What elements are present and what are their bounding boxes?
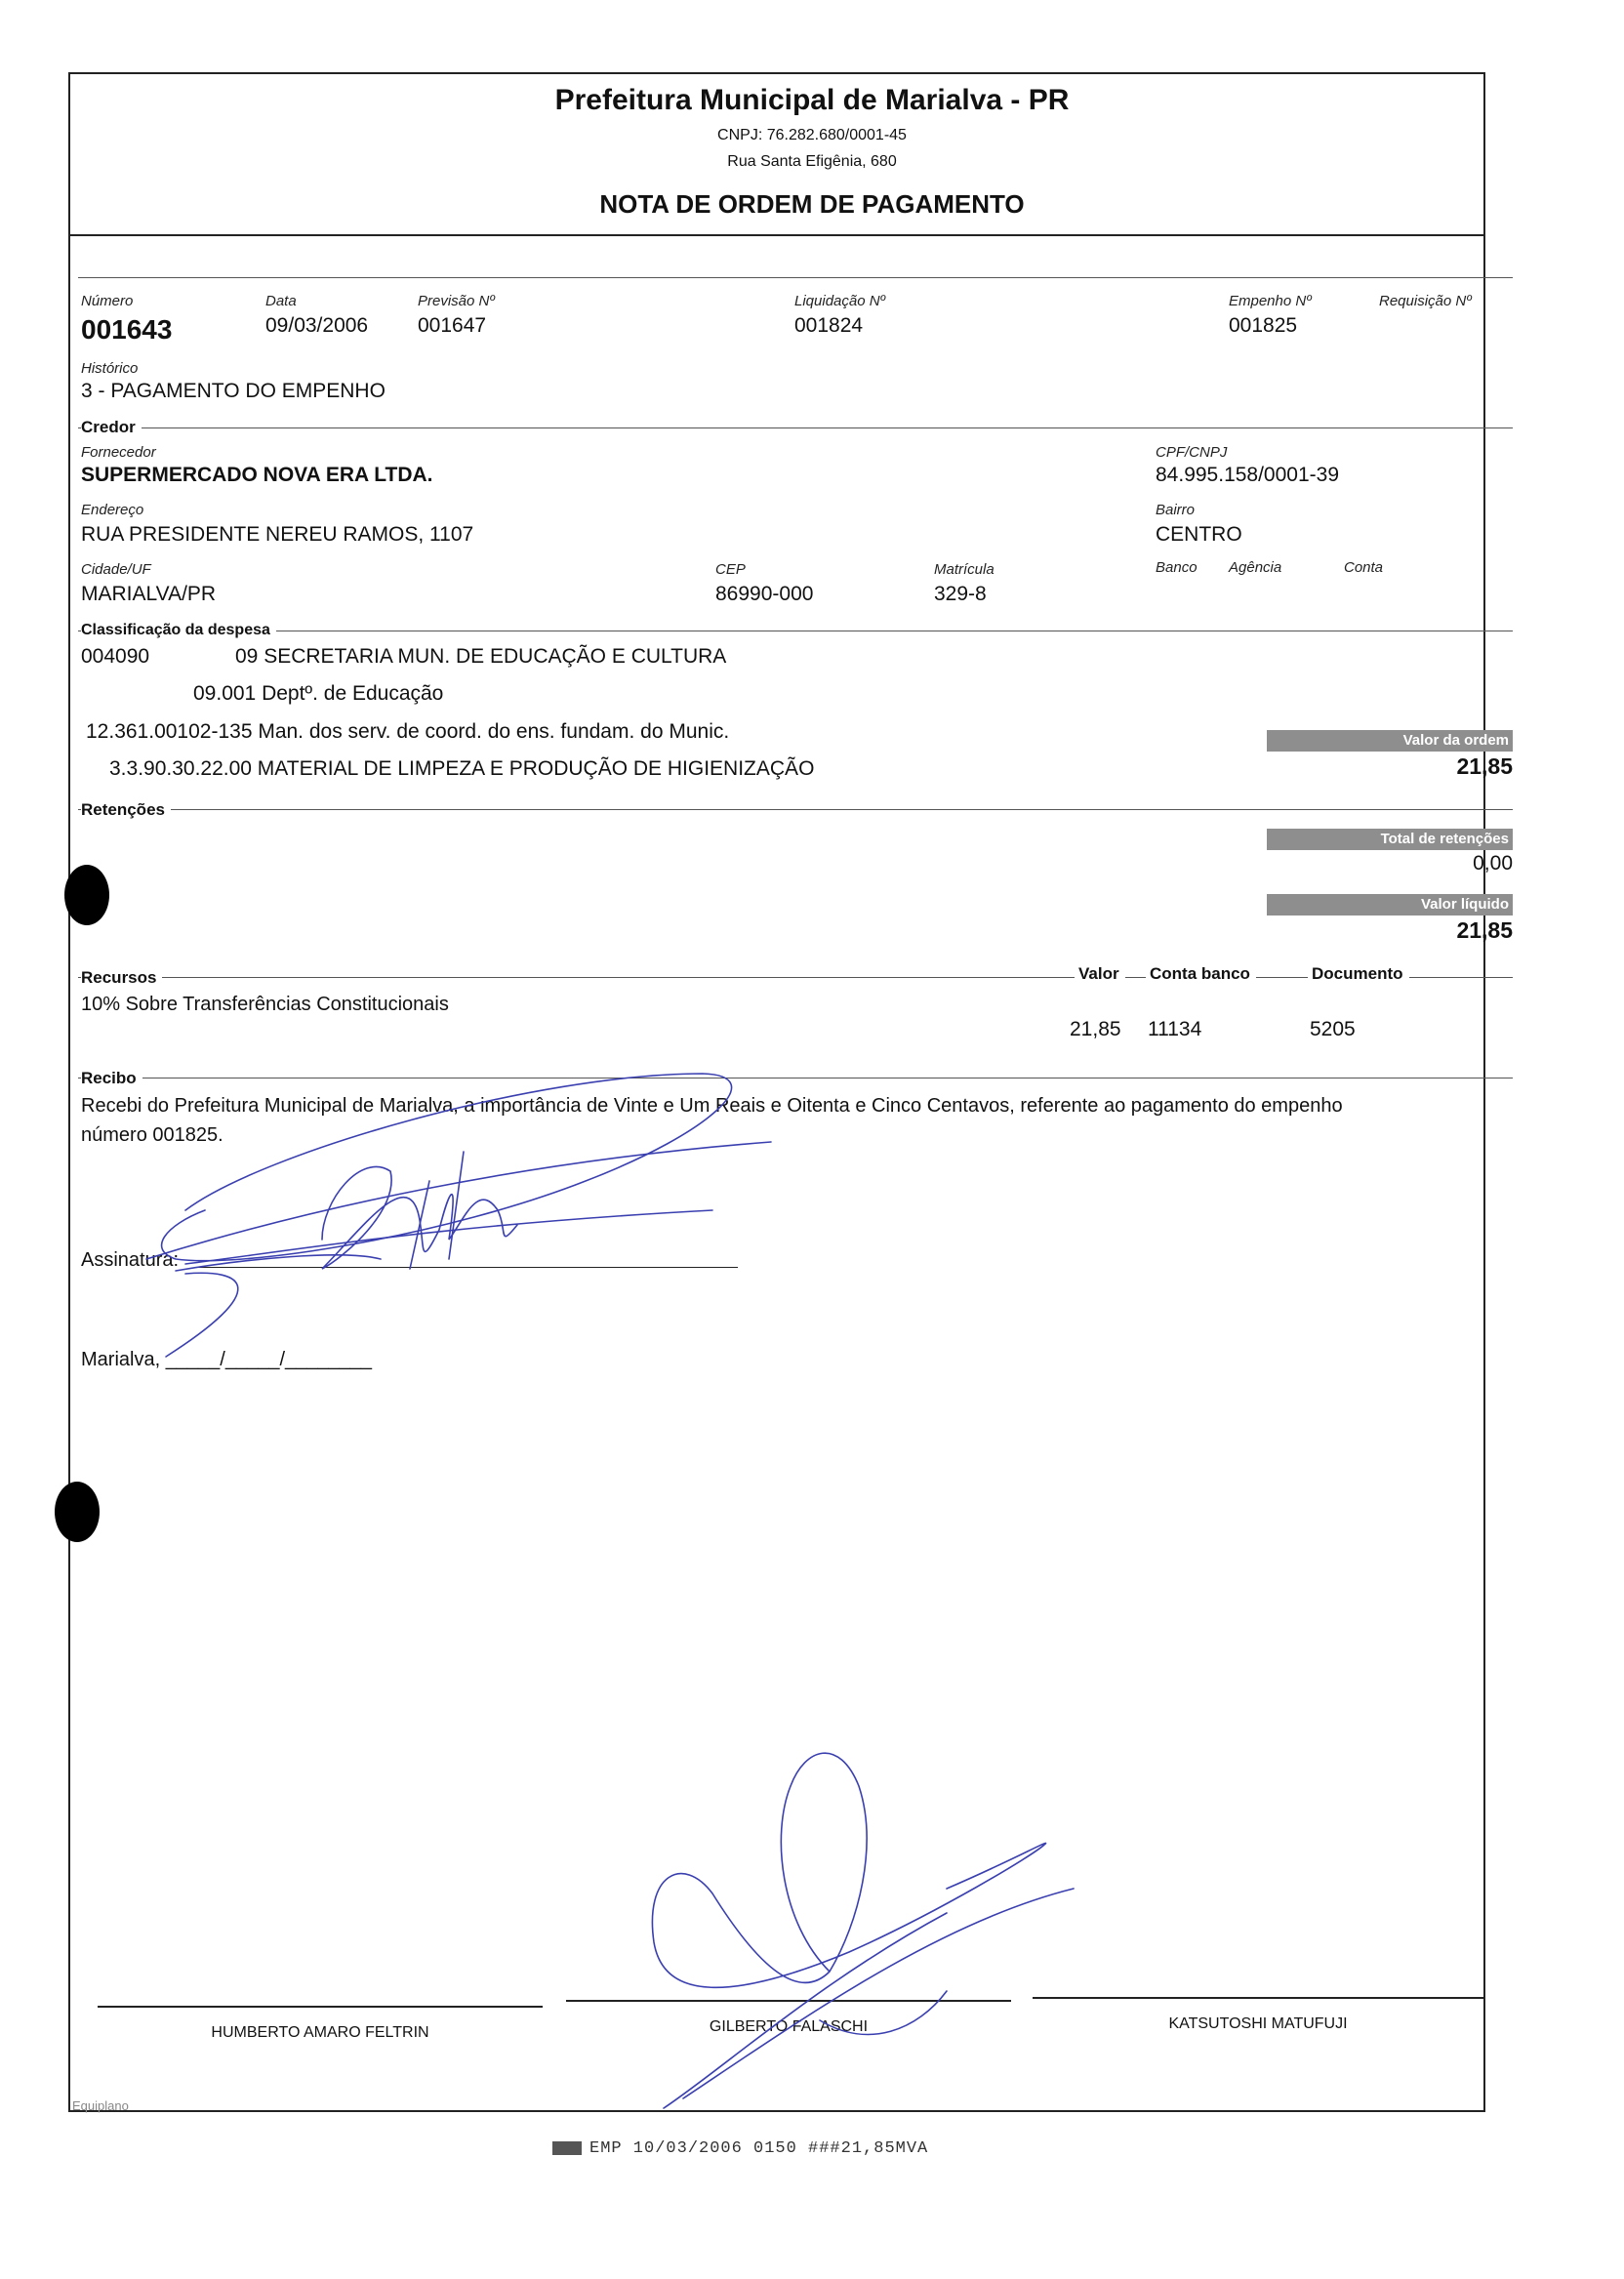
classificacao-section-title: Classificação da despesa [81,622,276,639]
cpf-label: CPF/CNPJ [1156,444,1228,461]
bairro-value: CENTRO [1156,523,1242,546]
signatory-3: KATSUTOSHI MATUFUJI [1168,2015,1348,2032]
signature-line-3 [1033,1997,1483,1999]
credor-section-title: Credor [81,418,142,437]
liquidacao-label: Liquidação Nº [794,293,886,309]
liquidacao-value: 001824 [794,314,864,337]
classificacao-dept: 09.001 Deptº. de Educação [193,682,444,705]
endereco-label: Endereço [81,502,144,518]
previsao-value: 001647 [418,314,487,337]
classificacao-programa: 12.361.00102-135 Man. dos serv. de coord. do ens. fundam. do Munic. [86,720,730,743]
header-divider [68,234,1485,236]
recursos-conta-banco-header: Conta banco [1146,964,1256,984]
recursos-section-title: Recursos [81,968,162,988]
valor-liquido-value: 21,85 [1456,917,1513,943]
total-retencoes-label: Total de retenções [1380,831,1509,847]
agencia-label: Agência [1229,559,1282,576]
valor-ordem-value: 21,85 [1456,753,1513,779]
bairro-label: Bairro [1156,502,1196,518]
classificacao-elemento: 3.3.90.30.22.00 MATERIAL DE LIMPEZA E PRODUÇÃO DE HIGIENIZAÇÃO [109,757,815,780]
historico-label: Histórico [81,360,139,377]
valor-liquido-label: Valor líquido [1420,896,1509,913]
cidade-label: Cidade/UF [81,561,151,578]
ordenador-signature [625,1728,1093,2118]
total-retencoes-value: 0,00 [1473,852,1513,875]
numero-value: 001643 [81,314,173,345]
assinatura-label: Assinatura: [81,1249,180,1271]
retencoes-divider [78,809,1513,810]
recibo-text-line1: Recebi do Prefeitura Municipal de Marialva, a importância de Vinte e Um Reais e Oitenta e Cinco Centavos, referente ao pagamento do empenho [81,1095,1343,1117]
valor-ordem-bar [1267,730,1513,752]
recursos-descricao: 10% Sobre Transferências Constitucionais [81,994,449,1015]
mechanical-stamp: EMP 10/03/2006 0150 ###21,85MVA [589,2139,929,2158]
classificacao-code: 004090 [81,645,150,668]
data-value: 09/03/2006 [265,314,369,337]
valor-liquido-bar [1267,894,1513,916]
recursos-valor: 21,85 [1070,1018,1121,1040]
fornecedor-value: SUPERMERCADO NOVA ERA LTDA. [81,464,433,486]
ids-divider [78,277,1513,278]
fornecedor-label: Fornecedor [81,444,156,461]
recursos-valor-header: Valor [1075,964,1125,984]
valor-ordem-label: Valor da ordem [1402,732,1509,749]
recursos-documento-header: Documento [1308,964,1409,984]
hole-punch-mark [64,865,109,925]
total-retencoes-bar [1267,829,1513,850]
historico-value: 3 - PAGAMENTO DO EMPENHO [81,380,386,402]
data-label: Data [265,293,297,309]
credor-divider [78,427,1513,428]
recibo-text-line2: número 001825. [81,1124,223,1146]
stamp-logo [552,2141,582,2155]
previsao-label: Previsão Nº [418,293,495,309]
address-text: Rua Santa Efigênia, 680 [727,153,897,170]
hole-punch-mark [55,1482,100,1542]
matricula-value: 329-8 [934,583,987,605]
recursos-documento: 5205 [1310,1018,1356,1040]
signatory-1: HUMBERTO AMARO FELTRIN [211,2024,429,2041]
cnpj-text: CNPJ: 76.282.680/0001-45 [717,127,907,143]
cpf-value: 84.995.158/0001-39 [1156,464,1340,486]
local-date: Marialva, _____/_____/________ [81,1349,373,1370]
classificacao-secretaria: 09 SECRETARIA MUN. DE EDUCAÇÃO E CULTURA [235,645,727,668]
retencoes-section-title: Retenções [81,800,171,820]
empenho-value: 001825 [1229,314,1298,337]
recursos-conta-banco: 11134 [1148,1018,1202,1040]
recibo-section-title: Recibo [81,1069,142,1088]
recursos-divider [78,977,1513,978]
numero-label: Número [81,293,134,309]
cep-value: 86990-000 [715,583,814,605]
cidade-value: MARIALVA/PR [81,583,217,605]
endereco-value: RUA PRESIDENTE NEREU RAMOS, 1107 [81,523,474,546]
signatory-2: GILBERTO FALASCHI [709,2018,869,2035]
signature-line-1 [98,2006,543,2008]
matricula-label: Matrícula [934,561,995,578]
empenho-label: Empenho Nº [1229,293,1312,309]
requisicao-label: Requisição Nº [1379,293,1472,309]
conta-label: Conta [1344,559,1384,576]
recibo-signature [127,1064,791,1376]
cep-label: CEP [715,561,746,578]
banco-label: Banco [1156,559,1198,576]
page-title: Prefeitura Municipal de Marialva - PR [554,84,1070,116]
document-title: NOTA DE ORDEM DE PAGAMENTO [599,189,1025,219]
software-credit: Equiplano [72,2098,129,2113]
